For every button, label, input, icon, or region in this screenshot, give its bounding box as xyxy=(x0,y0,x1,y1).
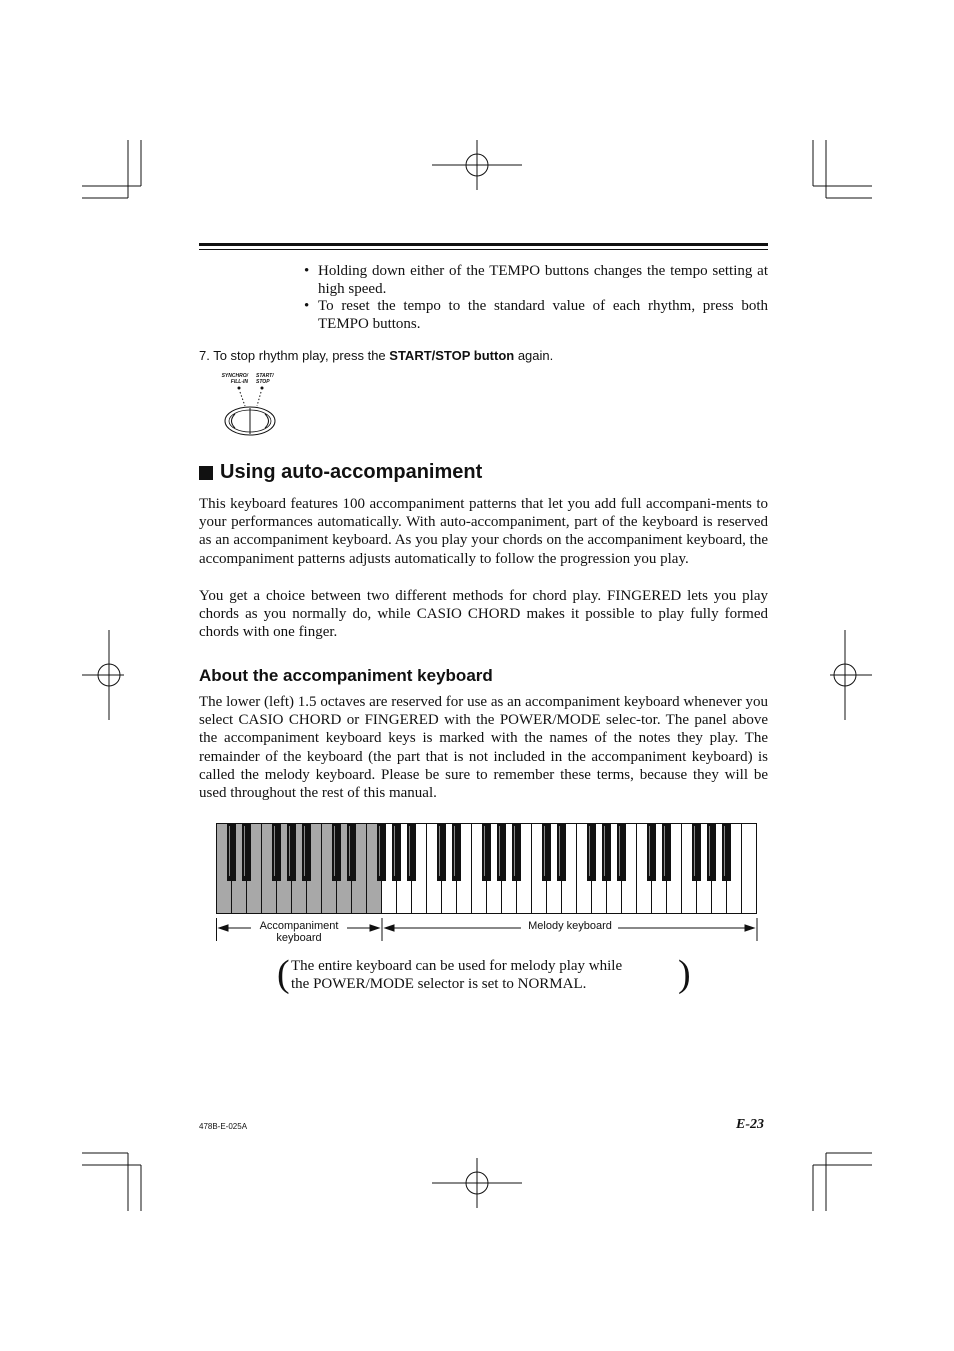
black-key xyxy=(618,824,626,881)
header-rule-thick xyxy=(199,243,768,246)
melody-white-key xyxy=(742,824,757,914)
step-7 xyxy=(199,348,553,363)
black-key xyxy=(453,824,461,881)
square-bullet-icon xyxy=(199,466,213,480)
bullet-glyph: • xyxy=(304,298,310,314)
black-key xyxy=(303,824,311,881)
black-key xyxy=(648,824,656,881)
black-key xyxy=(378,824,386,881)
open-parenthesis: ( xyxy=(277,953,290,995)
arrow-left-head xyxy=(219,925,228,931)
black-key xyxy=(663,824,671,881)
paragraph-auto-accompaniment: This keyboard features 100 accompaniment patterns that let you add full accompani-ments to your performances automatically. With auto-accompaniment, part of the keyboard is reserved as an accompaniment keyboard. As you play your chords on the accompaniment keyboard, the accompaniment patterns adjusts automatically to follow the progression you play. xyxy=(199,496,768,567)
black-key xyxy=(558,824,566,881)
black-key xyxy=(273,824,281,881)
header-rule-thin xyxy=(199,249,768,250)
black-key xyxy=(513,824,521,881)
arrow-right-head xyxy=(370,925,379,931)
black-key xyxy=(228,824,236,881)
paragraph-chord-methods: You get a choice between two different methods for chord play. FINGERED lets you play chords as you normally do, while CASIO CHORD makes it possible to play fully formed chords with one finger. xyxy=(199,588,768,641)
melody-keyboard-label: Melody keyboard xyxy=(522,920,618,932)
bullet-glyph: • xyxy=(304,263,310,279)
black-key xyxy=(483,824,491,881)
bullet-text: To reset the tempo to the standard value of each rhythm, press both TEMPO buttons. xyxy=(318,298,768,332)
document-code: 478B-E-025A xyxy=(199,1122,248,1131)
black-key xyxy=(408,824,416,881)
paragraph-accompaniment-keyboard: The lower (left) 1.5 octaves are reserved for use as an accompaniment keyboard whenever you select CASIO CHORD or FINGERED with the POWER/MODE selec-tor. The panel above the accompaniment keyboard keys is marked with the names of the notes they play. The remainder of the keyboard (the part that is not included in the accompaniment keyboard) is called the melody keyboard. Please be sure to remember these terms, because they will be used throughout the rest of this manual. xyxy=(199,694,768,802)
keyboard-note xyxy=(291,957,686,993)
black-key xyxy=(288,824,296,881)
black-key xyxy=(588,824,596,881)
step-prefix: 7. To stop rhythm play, press the xyxy=(199,348,390,363)
accompaniment-keyboard-label: Accompaniment keyboard xyxy=(251,920,347,944)
arrow-right-head xyxy=(745,925,754,931)
black-key xyxy=(243,824,251,881)
button-pair-icon xyxy=(215,370,285,440)
black-key xyxy=(708,824,716,881)
tempo-bullet-list xyxy=(304,263,768,333)
page-number: E-23 xyxy=(736,1117,764,1132)
bullet-text: Holding down either of the TEMPO buttons changes the tempo setting at high speed. xyxy=(318,263,768,297)
black-key xyxy=(438,824,446,881)
black-key xyxy=(333,824,341,881)
black-key xyxy=(603,824,611,881)
bullet-item xyxy=(304,298,768,333)
button-diagram xyxy=(215,370,285,440)
start-stop-button-name: START/STOP button xyxy=(389,348,515,363)
start-stop-label: START/ STOP xyxy=(256,373,274,385)
subsection-title: About the accompaniment keyboard xyxy=(199,666,493,685)
black-key xyxy=(723,824,731,881)
black-key xyxy=(348,824,356,881)
note-line-2: the POWER/MODE selector is set to NORMAL. xyxy=(291,976,587,992)
section-title xyxy=(199,461,482,484)
black-key xyxy=(498,824,506,881)
close-parenthesis: ) xyxy=(678,953,691,995)
black-key xyxy=(693,824,701,881)
arrow-left-head xyxy=(385,925,394,931)
black-key xyxy=(393,824,401,881)
section-title-text: Using auto-accompaniment xyxy=(220,461,483,483)
keyboard-keys xyxy=(217,824,757,914)
step-suffix: again. xyxy=(514,348,554,363)
black-key xyxy=(543,824,551,881)
note-line-1: The entire keyboard can be used for melody play while xyxy=(291,958,623,974)
bullet-item xyxy=(304,263,768,298)
synchro-label: SYNCHRO/ FILL-IN xyxy=(221,373,248,385)
